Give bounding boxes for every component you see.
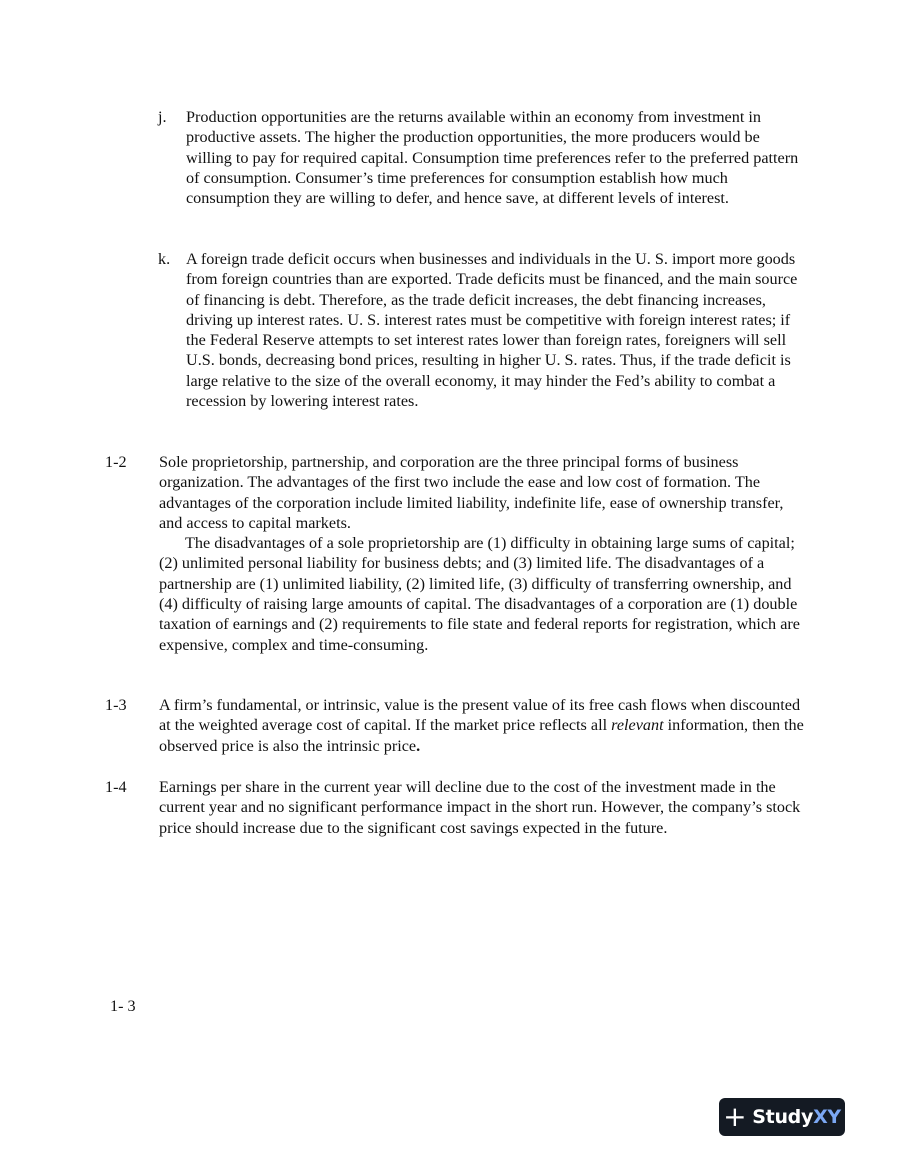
list-marker: k. — [158, 250, 171, 268]
page-number: 1- 3 — [110, 997, 136, 1015]
answer-text-part: A firm’s fundamental, or intrinsic, value is the present value of its free cash flows when discounted at the weighted average cost of capital. If the market price reflects all — [159, 696, 801, 735]
question-number: 1-3 — [105, 696, 127, 714]
logo-text-accent: XY — [813, 1105, 841, 1128]
bold-period: . — [416, 736, 421, 755]
question-number: 1-2 — [105, 453, 127, 471]
answer-text: Earnings per share in the current year will decline due to the cost of the investment made in the current year and no significant performance impact in the short run. However, the company’s stock price should increase due to the significant cost savings expected in the future. — [159, 778, 801, 837]
plus-icon: + — [723, 1100, 747, 1133]
answer-1-2 — [105, 452, 805, 655]
answer-1-3 — [105, 695, 805, 756]
studyxy-logo — [719, 1098, 845, 1136]
answer-text-part: information, then the observed price is also the intrinsic price — [159, 716, 804, 755]
emphasized-word: relevant — [611, 716, 664, 735]
answer-body — [159, 452, 805, 655]
logo-text-main: Study — [752, 1105, 814, 1128]
answer-text: Production opportunities are the returns available within an economy from investment in productive assets. The higher the production opportunities, the more producers would be willing to pay for required capital. Consumption time preferences refer to the preferred pattern of consumption. Consumer’s time preferences for consumption establish how much consumption they are willing to defer, and hence save, at different levels of interest. — [186, 108, 799, 208]
list-marker: j. — [158, 108, 167, 126]
answer-part-j — [158, 107, 808, 208]
answer-body — [159, 695, 805, 756]
question-number: 1-4 — [105, 778, 127, 796]
answer-paragraph: The disadvantages of a sole proprietorship are (1) difficulty in obtaining large sums of capital; (2) unlimited personal liability for business debts; and (3) limited life. The disadvantages of a partnership are (1) unlimited liability, (2) limited life, (3) difficulty of transferring ownership, and (4) difficulty of raising large amounts of capital. The disadvantages of a corporation are (1) double taxation of earnings and (2) requirements to file state and federal reports for registration, which are expensive, complex and time-consuming. — [159, 534, 800, 654]
answer-text: A foreign trade deficit occurs when businesses and individuals in the U. S. import more goods from foreign countries than are exported. Trade deficits must be financed, and the main source of financing is debt. Therefore, as the trade deficit increases, the debt financing increases, driving up interest rates. U. S. interest rates must be competitive with foreign interest rates; if the Federal Reserve attempts to set interest rates lower than foreign rates, foreigners will sell U.S. bonds, decreasing bond prices, resulting in higher U. S. rates. Thus, if the trade deficit is large relative to the size of the overall economy, it may hinder the Fed’s ability to combat a recession by lowering interest rates. — [186, 250, 798, 411]
answer-paragraph: Sole proprietorship, partnership, and corporation are the three principal forms of business organization. The advantages of the first two include the ease and low cost of formation. The advantages of the corporation include limited liability, indefinite life, ease of ownership transfer, and access to capital markets. — [159, 453, 784, 532]
answer-part-k — [158, 249, 808, 411]
answer-1-4 — [105, 777, 805, 838]
